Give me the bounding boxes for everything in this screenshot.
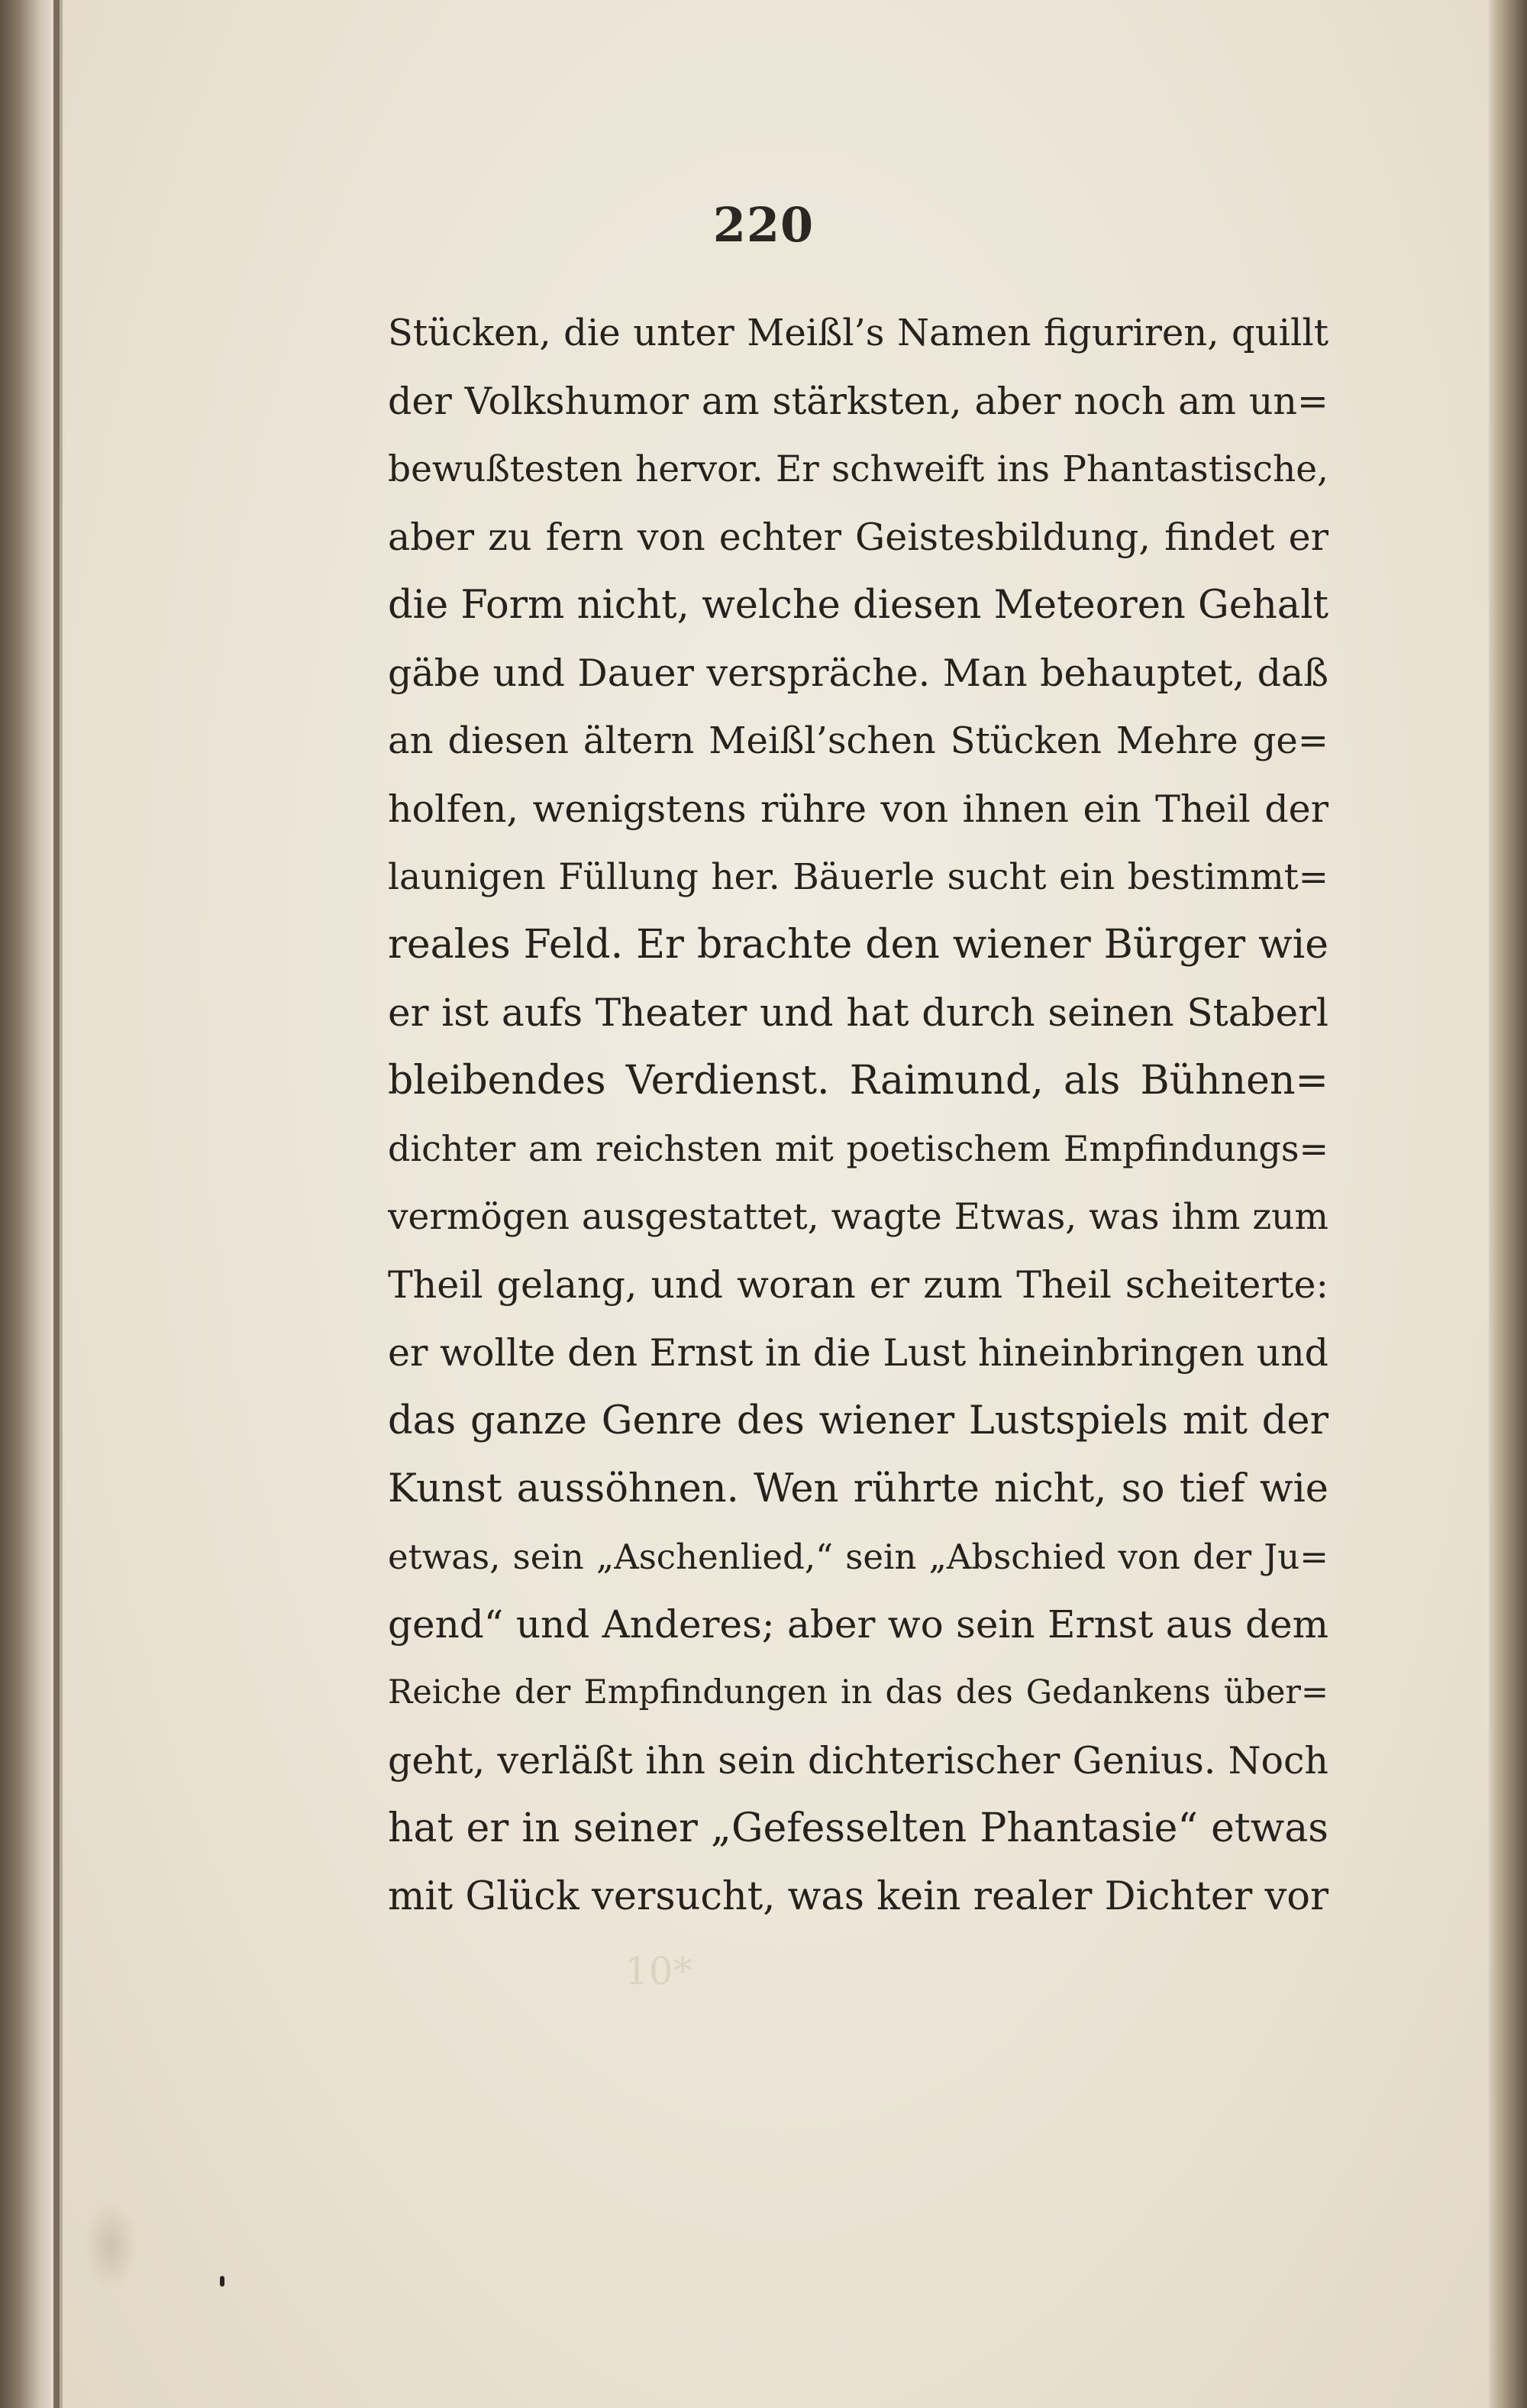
text-line: Stücken, die unter Meißl’s Namen figuriren, quillt: [388, 312, 1328, 354]
text-line: Reiche der Empfindungen in das des Gedankens über=: [388, 1673, 1328, 1711]
text-line: holfen, wenigstens rühre von ihnen ein Theil der: [388, 787, 1328, 831]
text-line: der Volkshumor am stärksten, aber noch am un=: [388, 380, 1328, 423]
text-line: er ist aufs Theater und hat durch seinen Staberl: [388, 991, 1328, 1035]
text-line: gend“ und Anderes; aber wo sein Ernst aus dem: [388, 1602, 1328, 1647]
text-line: geht, verläßt ihn sein dichterischer Genius. Noch: [388, 1739, 1328, 1783]
signature-mark: 10*: [625, 1949, 692, 1993]
text-line: bleibendes Verdienst. Raimund, als Bühnen=: [388, 1058, 1328, 1104]
text-line: gäbe und Dauer verspräche. Man behauptet, daß: [388, 651, 1328, 695]
text-line: reales Feld. Er brachte den wiener Bürger wie: [388, 922, 1328, 968]
text-line: mit Glück versucht, was kein realer Dichter vor: [388, 1874, 1328, 1919]
text-line: aber zu fern von echter Geistesbildung, findet er: [388, 516, 1328, 559]
text-line: dichter am reichsten mit poetischem Empfindungs=: [388, 1128, 1328, 1169]
text-line: hat er in seiner „Gefesselten Phantasie“ etwas: [388, 1805, 1328, 1851]
ink-speck: [220, 2276, 224, 2287]
text-line: vermögen ausgestattet, wagte Etwas, was ihm zum: [388, 1196, 1328, 1238]
text-line: das ganze Genre des wiener Lustspiels mit der: [388, 1398, 1328, 1443]
body-text: [388, 299, 1328, 1931]
text-line: er wollte den Ernst in die Lust hineinbringen und: [388, 1331, 1328, 1375]
page-number: 220: [712, 197, 815, 253]
text-line: bewußtesten hervor. Er schweift ins Phantastische,: [388, 448, 1328, 490]
text-line: an diesen ältern Meißl’schen Stücken Mehre ge=: [388, 719, 1328, 762]
text-line: Kunst aussöhnen. Wen rührte nicht, so tief wie: [388, 1466, 1328, 1511]
page-right-edge: [1489, 0, 1527, 2408]
text-line: launigen Füllung her. Bäuerle sucht ein bestimmt=: [388, 856, 1328, 898]
text-line: etwas, sein „Aschenlied,“ sein „Abschied von der Ju=: [388, 1537, 1328, 1577]
book-binding-edge: [0, 0, 53, 2408]
paper-stain: [84, 2200, 137, 2291]
text-line: die Form nicht, welche diesen Meteoren Gehalt: [388, 583, 1328, 628]
text-line: Theil gelang, und woran er zum Theil scheiterte:: [388, 1263, 1328, 1307]
